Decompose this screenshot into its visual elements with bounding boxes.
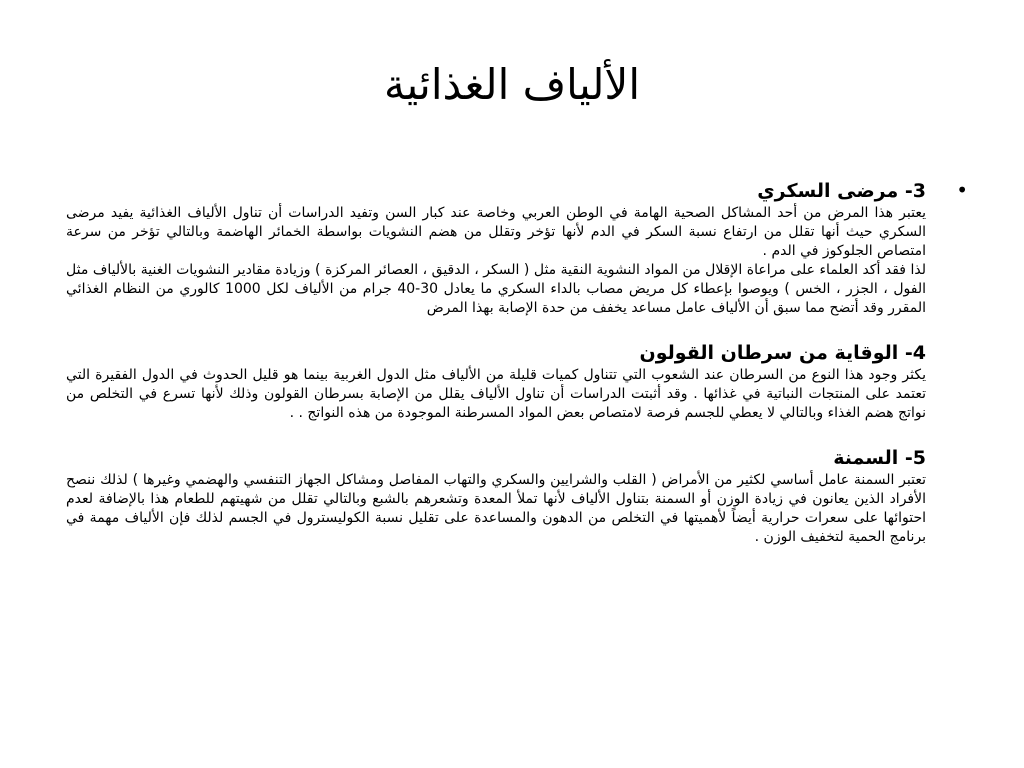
- section-paragraph: يكثر وجود هذا النوع من السرطان عند الشعوب التي تتناول كميات قليلة من الألياف مثل الدول الغربية بينما هو قليل الحدوث في الدول الفقيرة التي تعتمد على المنتجات النباتية في غذائها . وقد أثبتت الدراسات أن تناول الألياف يقلل من الإصابة بسرطان القولون وذلك لأنها تسرع في التخلص من نواتج هضم الغذاء وبالتالي لا يعطي للجسم فرصة لامتصاص بعض المواد المسرطنة الموجودة من هذه النواتج . .: [66, 367, 926, 421]
- section-obesity: [66, 445, 926, 547]
- section-paragraph: يعتبر هذا المرض من أحد المشاكل الصحية الهامة في الوطن العربي وخاصة عند كبار السن وتفيد الدراسات أن تناول الألياف الغذائية يفيد مرضى السكري حيث أنها تقلل من ارتفاع نسبة السكر في الدم لأنها تؤخر وتقلل من هضم النشويات بواسطة الخمائر الهاضمة وبالتالي تؤخر من سرعة امتصاص الجلوكوز في الدم .: [66, 205, 926, 259]
- section-diabetes: [66, 178, 926, 318]
- section-paragraph: تعتبر السمنة عامل أساسي لكثير من الأمراض ( القلب والشرايين والسكري والتهاب المفاصل ومشاكل الجهاز التنفسي والهضمي وغيرها ) لذلك ننصح الأفراد الذين يعانون في زيادة الوزن أو السمنة بتناول الألياف لأنها تملأ المعدة وتشعرهم بالشبع وبالتالي تقلل من شهيتهم للطعام هذا بالإضافة لعدم احتوائها على سعرات حرارية أيضاً لأهميتها في التخلص من الدهون والمساعدة على تقليل نسبة الكوليسترول في الجسم لذلك فإن الألياف مهمة في برنامج الحمية لتخفيف الوزن .: [66, 472, 926, 545]
- section-heading: 4- الوقاية من سرطان القولون: [639, 342, 926, 364]
- bullet-icon: •: [956, 178, 968, 202]
- slide-title: الألياف الغذائية: [383, 60, 641, 109]
- section-heading: 3- مرضى السكري: [757, 180, 926, 202]
- section-heading: 5- السمنة: [833, 447, 926, 469]
- section-colon-cancer: [66, 340, 926, 423]
- slide-content: [66, 178, 968, 569]
- section-paragraph: لذا فقد أكد العلماء على مراعاة الإقلال من المواد النشوية النقية مثل ( السكر ، الدقيق ، العصائر المركزة ) وزيادة مقادير النشويات الغنية بالألياف مثل الفول ، الجزر ، الخس ) ويوصوا بإعطاء كل مريض مصاب بالداء السكري ما يعادل 30-40 جرام من الألياف لكل 1000 كالوري من النظام الغذائي المقرر وقد أتضح مما سبق أن الألياف عامل مساعد يخفف من حدة الإصابة بهذا المرض: [66, 262, 926, 316]
